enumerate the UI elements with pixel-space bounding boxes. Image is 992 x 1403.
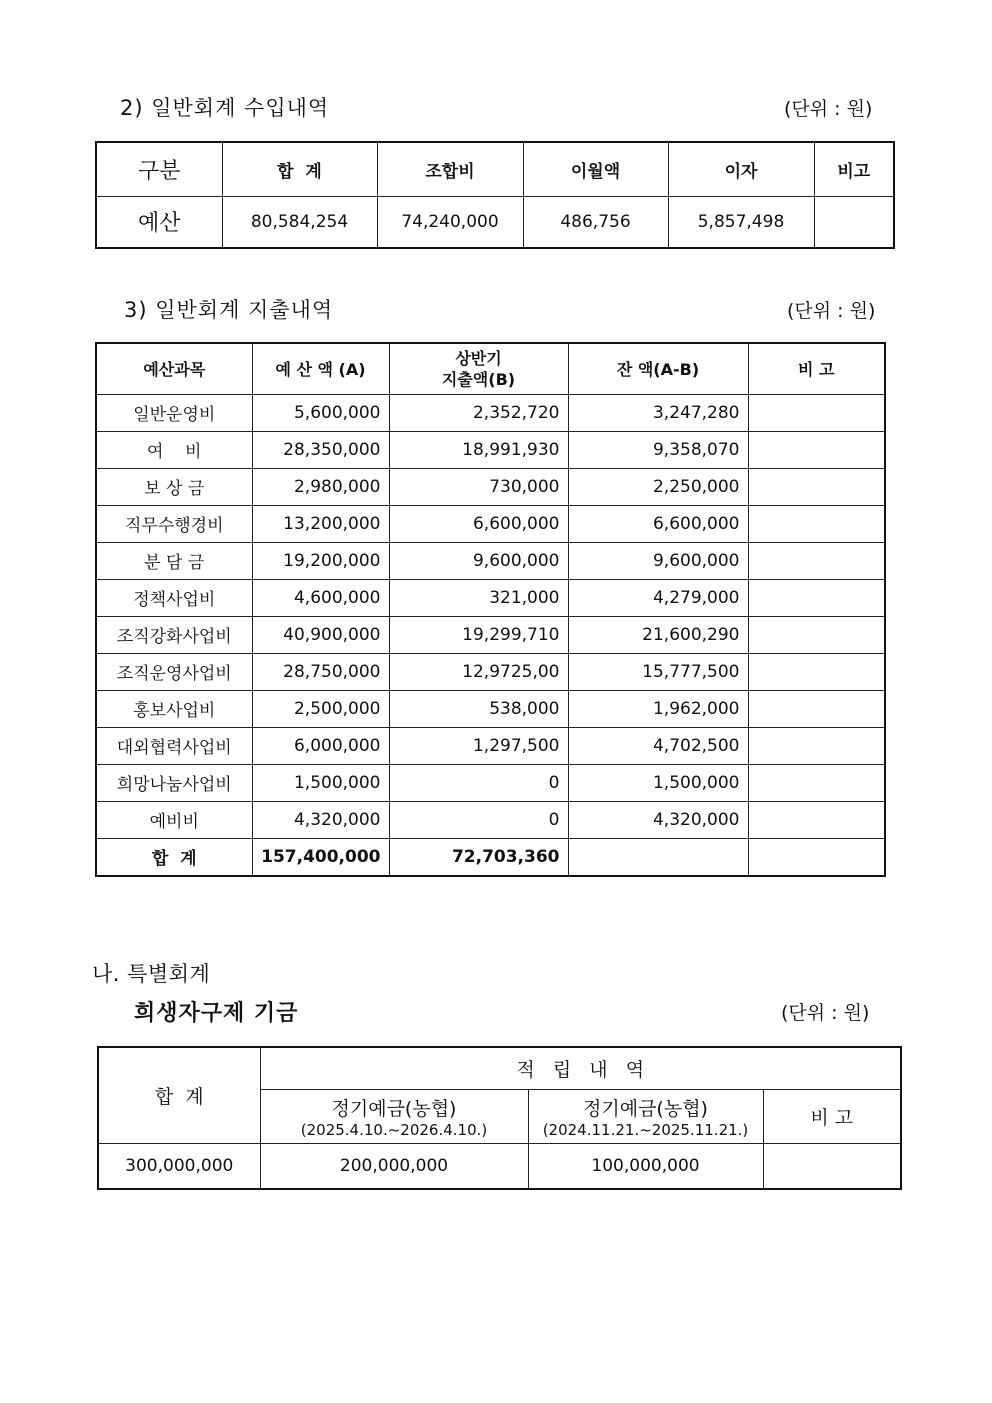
expense-balance: 6,600,000 [568, 505, 748, 542]
expense-item: 일반운영비 [96, 394, 252, 431]
section2-unit: (단위 : 원) [784, 98, 873, 120]
income-cell-note [814, 196, 894, 248]
expense-balance: 9,600,000 [568, 542, 748, 579]
expense-budget: 19,200,000 [252, 542, 389, 579]
fund-header-deposit1 [260, 1089, 528, 1143]
expense-item: 보 상 금 [96, 468, 252, 505]
expense-spent: 730,000 [389, 468, 568, 505]
fund-header-row-1 [98, 1047, 901, 1089]
special-unit: (단위 : 원) [781, 1002, 870, 1024]
section2-title: 2) 일반회계 수입내역 [120, 96, 330, 120]
expense-note [748, 542, 885, 579]
deposit2-name: 정기예금(농협) [583, 1097, 708, 1120]
expense-note [748, 690, 885, 727]
income-header-category: 구분 [96, 142, 222, 196]
expense-row [96, 764, 885, 801]
fund-value-deposit2: 100,000,000 [528, 1143, 763, 1189]
expense-total-label: 합 계 [96, 838, 252, 876]
expense-row [96, 690, 885, 727]
income-header-carryover: 이월액 [523, 142, 668, 196]
expense-budget: 4,320,000 [252, 801, 389, 838]
expense-note [748, 394, 885, 431]
fund-header-deposit2 [528, 1089, 763, 1143]
special-section-title: 나. 특별회계 [92, 962, 211, 986]
expense-header-row [96, 343, 885, 394]
expense-balance: 2,250,000 [568, 468, 748, 505]
fund-value-total: 300,000,000 [98, 1143, 260, 1189]
expense-item: 분 담 금 [96, 542, 252, 579]
expense-spent: 18,991,930 [389, 431, 568, 468]
expense-table [95, 342, 886, 877]
expense-budget: 28,750,000 [252, 653, 389, 690]
expense-note [748, 431, 885, 468]
expense-item: 희망나눔사업비 [96, 764, 252, 801]
expense-note [748, 764, 885, 801]
income-header-note: 비고 [814, 142, 894, 196]
expense-header-note: 비 고 [748, 343, 885, 394]
expense-row [96, 801, 885, 838]
expense-balance: 21,600,290 [568, 616, 748, 653]
expense-total-balance [568, 838, 748, 876]
expense-total-row [96, 838, 885, 876]
expense-spent: 0 [389, 764, 568, 801]
expense-spent: 538,000 [389, 690, 568, 727]
expense-balance: 4,702,500 [568, 727, 748, 764]
expense-spent: 321,000 [389, 579, 568, 616]
expense-note [748, 727, 885, 764]
expense-item: 여 비 [96, 431, 252, 468]
expense-row [96, 394, 885, 431]
expense-row [96, 542, 885, 579]
expense-balance: 3,247,280 [568, 394, 748, 431]
deposit1-name: 정기예금(농협) [331, 1097, 457, 1120]
expense-row [96, 579, 885, 616]
fund-value-note [763, 1143, 901, 1189]
expense-budget: 13,200,000 [252, 505, 389, 542]
expense-spent: 12,9725,00 [389, 653, 568, 690]
expense-spent: 2,352,720 [389, 394, 568, 431]
expense-total-spent: 72,703,360 [389, 838, 568, 876]
income-header-interest: 이자 [668, 142, 814, 196]
expense-row [96, 653, 885, 690]
expense-body [96, 394, 885, 876]
expense-spent: 0 [389, 801, 568, 838]
expense-spent: 1,297,500 [389, 727, 568, 764]
income-table [95, 141, 895, 249]
expense-spent: 19,299,710 [389, 616, 568, 653]
expense-header-budget: 예 산 액 (A) [252, 343, 389, 394]
expense-budget: 1,500,000 [252, 764, 389, 801]
fund-value-row [98, 1143, 901, 1189]
expense-budget: 2,980,000 [252, 468, 389, 505]
expense-note [748, 579, 885, 616]
expense-item: 예비비 [96, 801, 252, 838]
fund-table [97, 1046, 902, 1190]
expense-total-note [748, 838, 885, 876]
expense-note [748, 505, 885, 542]
income-cell-total: 80,584,254 [222, 196, 377, 248]
expense-item: 직무수행경비 [96, 505, 252, 542]
expense-row [96, 431, 885, 468]
expense-balance: 1,500,000 [568, 764, 748, 801]
expense-budget: 28,350,000 [252, 431, 389, 468]
fund-title: 희생자구제 기금 [134, 1001, 299, 1026]
expense-total-budget: 157,400,000 [252, 838, 389, 876]
expense-budget: 5,600,000 [252, 394, 389, 431]
income-budget-row [96, 196, 894, 248]
expense-item: 대외협력사업비 [96, 727, 252, 764]
expense-budget: 40,900,000 [252, 616, 389, 653]
income-cell-interest: 5,857,498 [668, 196, 814, 248]
expense-header-balance: 잔 액(A-B) [568, 343, 748, 394]
expense-spent: 6,600,000 [389, 505, 568, 542]
section3-title: 3) 일반회계 지출내역 [124, 298, 334, 322]
fund-header-group: 적 립 내 역 [260, 1047, 901, 1089]
expense-row [96, 727, 885, 764]
expense-item: 홍보사업비 [96, 690, 252, 727]
expense-row [96, 616, 885, 653]
expense-note [748, 616, 885, 653]
income-header-total: 합 계 [222, 142, 377, 196]
expense-item: 조직운영사업비 [96, 653, 252, 690]
expense-spent: 9,600,000 [389, 542, 568, 579]
deposit2-period: (2024.11.21.~2025.11.21.) [542, 1120, 749, 1139]
expense-budget: 4,600,000 [252, 579, 389, 616]
expense-row [96, 505, 885, 542]
expense-item: 정책사업비 [96, 579, 252, 616]
expense-balance: 1,962,000 [568, 690, 748, 727]
expense-header-spent-line2: 지출액(B) [441, 369, 516, 389]
fund-header-total: 합 계 [98, 1047, 260, 1143]
deposit1-period: (2025.4.10.~2026.4.10.) [300, 1120, 488, 1139]
expense-note [748, 801, 885, 838]
income-cell-carryover: 486,756 [523, 196, 668, 248]
expense-header-spent [389, 343, 568, 394]
expense-row [96, 468, 885, 505]
section3-unit: (단위 : 원) [787, 300, 876, 322]
expense-note [748, 468, 885, 505]
fund-header-note: 비 고 [763, 1089, 901, 1143]
expense-balance: 15,777,500 [568, 653, 748, 690]
expense-header-spent-line1: 상반기 [455, 348, 502, 368]
income-header-dues: 조합비 [377, 142, 523, 196]
expense-note [748, 653, 885, 690]
income-cell-dues: 74,240,000 [377, 196, 523, 248]
expense-balance: 4,320,000 [568, 801, 748, 838]
expense-budget: 6,000,000 [252, 727, 389, 764]
income-cell-category: 예산 [96, 196, 222, 248]
income-header-row [96, 142, 894, 196]
fund-value-deposit1: 200,000,000 [260, 1143, 528, 1189]
expense-balance: 4,279,000 [568, 579, 748, 616]
expense-header-item: 예산과목 [96, 343, 252, 394]
expense-budget: 2,500,000 [252, 690, 389, 727]
expense-balance: 9,358,070 [568, 431, 748, 468]
expense-item: 조직강화사업비 [96, 616, 252, 653]
